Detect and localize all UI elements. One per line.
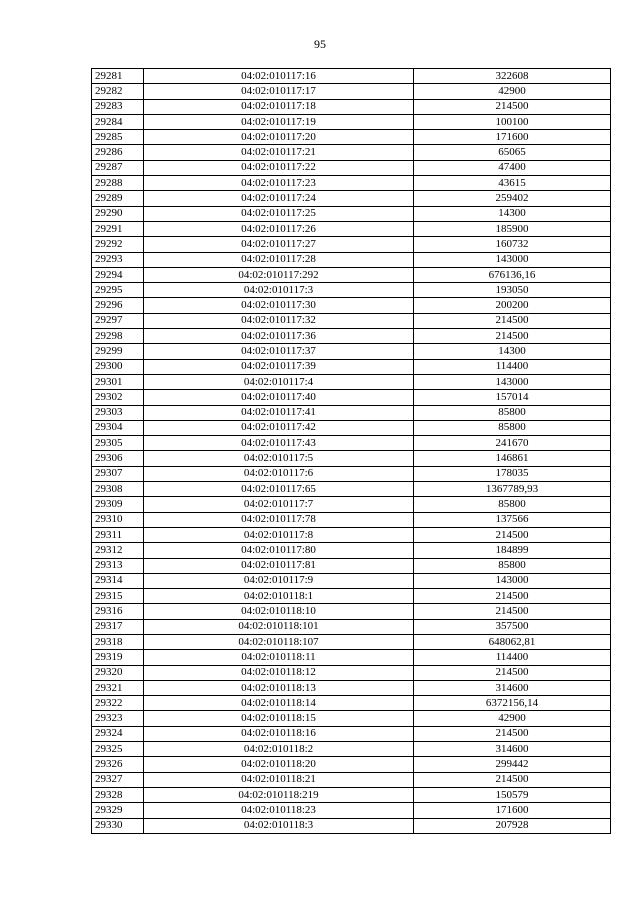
cadastral-code-cell: 04:02:010117:292 <box>144 267 414 282</box>
cadastral-code-cell: 04:02:010118:2 <box>144 742 414 757</box>
row-number-cell: 29285 <box>92 130 144 145</box>
row-number-cell: 29329 <box>92 803 144 818</box>
cadastral-code-cell: 04:02:010117:65 <box>144 482 414 497</box>
value-cell: 65065 <box>414 145 611 160</box>
value-cell: 214500 <box>414 772 611 787</box>
cadastral-code-cell: 04:02:010117:6 <box>144 466 414 481</box>
row-number-cell: 29282 <box>92 84 144 99</box>
value-cell: 214500 <box>414 665 611 680</box>
cadastral-code-cell: 04:02:010117:7 <box>144 497 414 512</box>
cadastral-code-cell: 04:02:010117:16 <box>144 69 414 84</box>
table-row <box>92 99 611 114</box>
table-row <box>92 374 611 389</box>
value-cell: 259402 <box>414 191 611 206</box>
cadastral-code-cell: 04:02:010117:25 <box>144 206 414 221</box>
value-cell: 146861 <box>414 451 611 466</box>
table-row <box>92 573 611 588</box>
row-number-cell: 29312 <box>92 543 144 558</box>
row-number-cell: 29307 <box>92 466 144 481</box>
cadastral-code-cell: 04:02:010118:15 <box>144 711 414 726</box>
row-number-cell: 29294 <box>92 267 144 282</box>
row-number-cell: 29316 <box>92 604 144 619</box>
table-row <box>92 527 611 542</box>
table-row <box>92 818 611 833</box>
table-row <box>92 176 611 191</box>
value-cell: 648062,81 <box>414 634 611 649</box>
row-number-cell: 29325 <box>92 742 144 757</box>
value-cell: 47400 <box>414 160 611 175</box>
value-cell: 184899 <box>414 543 611 558</box>
row-number-cell: 29309 <box>92 497 144 512</box>
row-number-cell: 29281 <box>92 69 144 84</box>
value-cell: 42900 <box>414 84 611 99</box>
cadastral-code-cell: 04:02:010118:1 <box>144 589 414 604</box>
cadastral-code-cell: 04:02:010117:28 <box>144 252 414 267</box>
table-row <box>92 619 611 634</box>
row-number-cell: 29302 <box>92 390 144 405</box>
value-cell: 314600 <box>414 680 611 695</box>
cadastral-code-cell: 04:02:010117:42 <box>144 420 414 435</box>
row-number-cell: 29313 <box>92 558 144 573</box>
table-row <box>92 634 611 649</box>
cadastral-code-cell: 04:02:010117:39 <box>144 359 414 374</box>
table-row <box>92 390 611 405</box>
value-cell: 43615 <box>414 176 611 191</box>
row-number-cell: 29327 <box>92 772 144 787</box>
table-row <box>92 84 611 99</box>
cadastral-code-cell: 04:02:010117:37 <box>144 344 414 359</box>
cadastral-code-cell: 04:02:010117:78 <box>144 512 414 527</box>
row-number-cell: 29288 <box>92 176 144 191</box>
row-number-cell: 29296 <box>92 298 144 313</box>
table-row <box>92 711 611 726</box>
value-cell: 214500 <box>414 527 611 542</box>
row-number-cell: 29304 <box>92 420 144 435</box>
row-number-cell: 29292 <box>92 237 144 252</box>
row-number-cell: 29323 <box>92 711 144 726</box>
row-number-cell: 29315 <box>92 589 144 604</box>
table-row <box>92 451 611 466</box>
cadastral-code-cell: 04:02:010117:32 <box>144 313 414 328</box>
cadastral-code-cell: 04:02:010117:18 <box>144 99 414 114</box>
cadastral-code-cell: 04:02:010118:101 <box>144 619 414 634</box>
value-cell: 200200 <box>414 298 611 313</box>
row-number-cell: 29306 <box>92 451 144 466</box>
table-row <box>92 589 611 604</box>
row-number-cell: 29326 <box>92 757 144 772</box>
row-number-cell: 29318 <box>92 634 144 649</box>
row-number-cell: 29286 <box>92 145 144 160</box>
value-cell: 6372156,14 <box>414 696 611 711</box>
value-cell: 214500 <box>414 589 611 604</box>
cadastral-code-cell: 04:02:010118:23 <box>144 803 414 818</box>
row-number-cell: 29301 <box>92 374 144 389</box>
value-cell: 150579 <box>414 787 611 802</box>
table-row <box>92 803 611 818</box>
table-row <box>92 512 611 527</box>
value-cell: 143000 <box>414 573 611 588</box>
value-cell: 214500 <box>414 313 611 328</box>
cadastral-code-cell: 04:02:010118:12 <box>144 665 414 680</box>
table-row <box>92 237 611 252</box>
row-number-cell: 29314 <box>92 573 144 588</box>
row-number-cell: 29300 <box>92 359 144 374</box>
table-row <box>92 650 611 665</box>
value-cell: 171600 <box>414 130 611 145</box>
value-cell: 314600 <box>414 742 611 757</box>
table-row <box>92 680 611 695</box>
value-cell: 214500 <box>414 604 611 619</box>
cadastral-code-cell: 04:02:010118:14 <box>144 696 414 711</box>
value-cell: 157014 <box>414 390 611 405</box>
value-cell: 85800 <box>414 497 611 512</box>
row-number-cell: 29320 <box>92 665 144 680</box>
cadastral-code-cell: 04:02:010118:11 <box>144 650 414 665</box>
row-number-cell: 29305 <box>92 436 144 451</box>
table-row <box>92 359 611 374</box>
cadastral-code-cell: 04:02:010117:21 <box>144 145 414 160</box>
row-number-cell: 29299 <box>92 344 144 359</box>
value-cell: 14300 <box>414 344 611 359</box>
table-row <box>92 145 611 160</box>
value-cell: 185900 <box>414 221 611 236</box>
table-row <box>92 497 611 512</box>
cadastral-code-cell: 04:02:010117:40 <box>144 390 414 405</box>
row-number-cell: 29287 <box>92 160 144 175</box>
value-cell: 357500 <box>414 619 611 634</box>
row-number-cell: 29321 <box>92 680 144 695</box>
table-row <box>92 69 611 84</box>
table-row <box>92 696 611 711</box>
row-number-cell: 29295 <box>92 283 144 298</box>
table-row <box>92 787 611 802</box>
table-row <box>92 329 611 344</box>
value-cell: 299442 <box>414 757 611 772</box>
table-row <box>92 344 611 359</box>
cadastral-code-cell: 04:02:010117:81 <box>144 558 414 573</box>
cadastral-code-cell: 04:02:010117:30 <box>144 298 414 313</box>
cadastral-code-cell: 04:02:010117:4 <box>144 374 414 389</box>
table-row <box>92 130 611 145</box>
row-number-cell: 29297 <box>92 313 144 328</box>
value-cell: 214500 <box>414 329 611 344</box>
cadastral-code-cell: 04:02:010117:19 <box>144 114 414 129</box>
table-row <box>92 405 611 420</box>
table-row <box>92 482 611 497</box>
value-cell: 14300 <box>414 206 611 221</box>
cadastral-code-cell: 04:02:010117:27 <box>144 237 414 252</box>
value-cell: 85800 <box>414 558 611 573</box>
value-cell: 178035 <box>414 466 611 481</box>
table-row <box>92 558 611 573</box>
row-number-cell: 29308 <box>92 482 144 497</box>
value-cell: 100100 <box>414 114 611 129</box>
row-number-cell: 29293 <box>92 252 144 267</box>
cadastral-code-cell: 04:02:010117:20 <box>144 130 414 145</box>
cadastral-code-cell: 04:02:010118:107 <box>144 634 414 649</box>
row-number-cell: 29330 <box>92 818 144 833</box>
row-number-cell: 29290 <box>92 206 144 221</box>
table-row <box>92 160 611 175</box>
cadastral-code-cell: 04:02:010117:5 <box>144 451 414 466</box>
cadastral-code-cell: 04:02:010117:80 <box>144 543 414 558</box>
registry-table <box>91 68 611 834</box>
row-number-cell: 29310 <box>92 512 144 527</box>
table-row <box>92 283 611 298</box>
table-row <box>92 313 611 328</box>
cadastral-code-cell: 04:02:010117:26 <box>144 221 414 236</box>
registry-table-body <box>92 69 611 834</box>
row-number-cell: 29317 <box>92 619 144 634</box>
cadastral-code-cell: 04:02:010117:17 <box>144 84 414 99</box>
table-row <box>92 543 611 558</box>
table-row <box>92 420 611 435</box>
row-number-cell: 29322 <box>92 696 144 711</box>
value-cell: 207928 <box>414 818 611 833</box>
row-number-cell: 29324 <box>92 726 144 741</box>
row-number-cell: 29311 <box>92 527 144 542</box>
table-row <box>92 466 611 481</box>
table-row <box>92 772 611 787</box>
table-row <box>92 757 611 772</box>
value-cell: 114400 <box>414 650 611 665</box>
row-number-cell: 29303 <box>92 405 144 420</box>
table-row <box>92 604 611 619</box>
cadastral-code-cell: 04:02:010117:41 <box>144 405 414 420</box>
table-row <box>92 252 611 267</box>
cadastral-code-cell: 04:02:010118:13 <box>144 680 414 695</box>
value-cell: 137566 <box>414 512 611 527</box>
cadastral-code-cell: 04:02:010117:3 <box>144 283 414 298</box>
value-cell: 160732 <box>414 237 611 252</box>
value-cell: 214500 <box>414 726 611 741</box>
value-cell: 241670 <box>414 436 611 451</box>
row-number-cell: 29319 <box>92 650 144 665</box>
table-row <box>92 267 611 282</box>
page-number: 95 <box>314 37 326 51</box>
value-cell: 171600 <box>414 803 611 818</box>
cadastral-code-cell: 04:02:010117:24 <box>144 191 414 206</box>
table-row <box>92 114 611 129</box>
value-cell: 193050 <box>414 283 611 298</box>
cadastral-code-cell: 04:02:010117:23 <box>144 176 414 191</box>
cadastral-code-cell: 04:02:010117:36 <box>144 329 414 344</box>
value-cell: 676136,16 <box>414 267 611 282</box>
value-cell: 322608 <box>414 69 611 84</box>
cadastral-code-cell: 04:02:010117:8 <box>144 527 414 542</box>
table-row <box>92 726 611 741</box>
table-row <box>92 436 611 451</box>
table-row <box>92 206 611 221</box>
row-number-cell: 29284 <box>92 114 144 129</box>
value-cell: 85800 <box>414 420 611 435</box>
cadastral-code-cell: 04:02:010118:3 <box>144 818 414 833</box>
value-cell: 42900 <box>414 711 611 726</box>
value-cell: 143000 <box>414 374 611 389</box>
cadastral-code-cell: 04:02:010118:20 <box>144 757 414 772</box>
value-cell: 114400 <box>414 359 611 374</box>
table-row <box>92 665 611 680</box>
cadastral-code-cell: 04:02:010117:22 <box>144 160 414 175</box>
table-row <box>92 191 611 206</box>
value-cell: 214500 <box>414 99 611 114</box>
row-number-cell: 29283 <box>92 99 144 114</box>
cadastral-code-cell: 04:02:010118:219 <box>144 787 414 802</box>
row-number-cell: 29289 <box>92 191 144 206</box>
row-number-cell: 29291 <box>92 221 144 236</box>
table-row <box>92 298 611 313</box>
cadastral-code-cell: 04:02:010118:10 <box>144 604 414 619</box>
table-row <box>92 221 611 236</box>
cadastral-code-cell: 04:02:010118:21 <box>144 772 414 787</box>
cadastral-code-cell: 04:02:010118:16 <box>144 726 414 741</box>
row-number-cell: 29298 <box>92 329 144 344</box>
table-row <box>92 742 611 757</box>
row-number-cell: 29328 <box>92 787 144 802</box>
value-cell: 1367789,93 <box>414 482 611 497</box>
cadastral-code-cell: 04:02:010117:43 <box>144 436 414 451</box>
cadastral-code-cell: 04:02:010117:9 <box>144 573 414 588</box>
value-cell: 143000 <box>414 252 611 267</box>
value-cell: 85800 <box>414 405 611 420</box>
